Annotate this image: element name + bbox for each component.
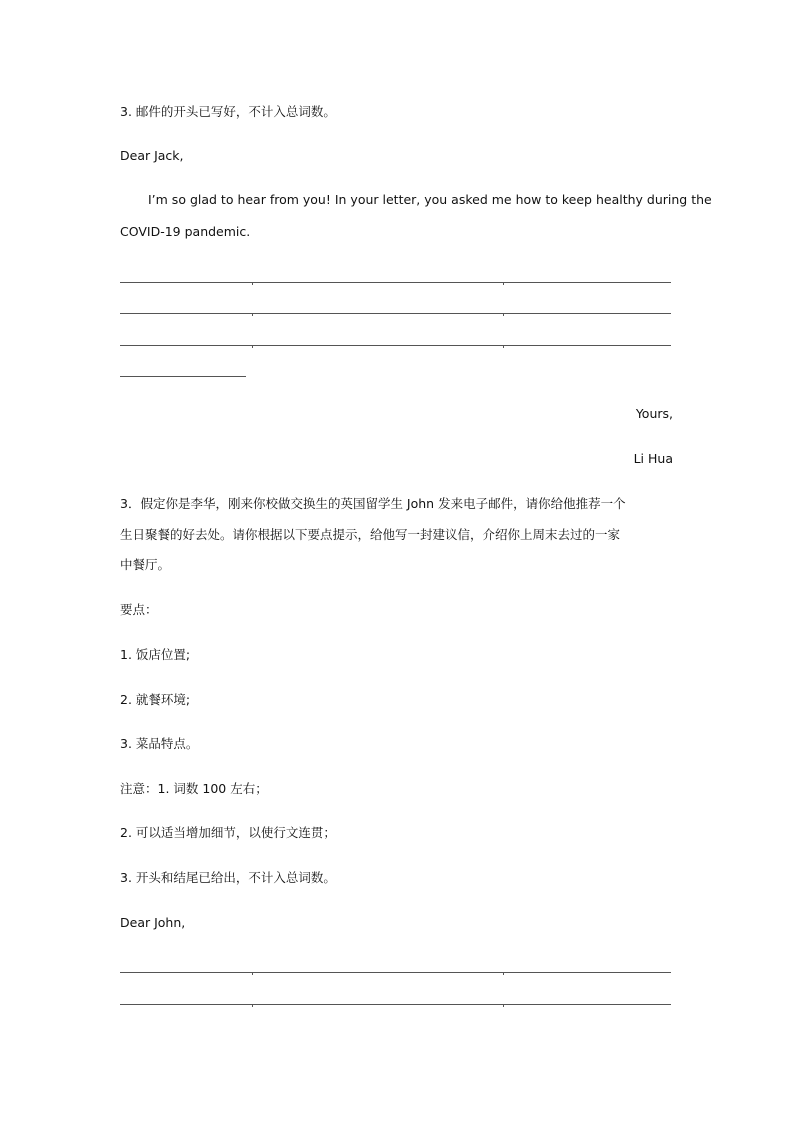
prompt-line-1: 3．假定你是李华，刚来你校做交换生的英国留学生 John 发来电子邮件，请你给他推荐一个 <box>120 496 626 511</box>
answer-line <box>120 282 671 283</box>
answer-line <box>120 1004 671 1005</box>
letter-body-line-2: COVID-19 pandemic. <box>120 224 251 239</box>
letter-signature: Li Hua <box>633 451 673 466</box>
answer-line <box>120 345 671 346</box>
instruction-note-3: 3. 邮件的开头已写好，不计入总词数。 <box>120 104 336 119</box>
points-label: 要点： <box>120 602 158 617</box>
prompt-line-2: 生日聚餐的好去处。请你根据以下要点提示，给他写一封建议信，介绍你上周末去过的一家 <box>120 527 621 542</box>
salutation-john: Dear John, <box>120 915 186 930</box>
answer-line <box>120 972 671 973</box>
answer-line-short <box>120 376 246 377</box>
note-2: 2. 可以适当增加细节，以使行文连贯； <box>120 825 336 840</box>
point-3: 3. 菜品特点。 <box>120 736 199 751</box>
point-1: 1. 饭店位置; <box>120 647 191 662</box>
note-1: 注意：1. 词数 100 左右； <box>120 781 268 796</box>
letter-body-line-1: I’m so glad to hear from you! In your letter, you asked me how to keep healthy during the <box>148 192 712 207</box>
prompt-line-3: 中餐厅。 <box>120 557 171 572</box>
salutation-jack: Dear Jack, <box>120 148 184 163</box>
letter-closing: Yours, <box>635 406 673 421</box>
point-2: 2. 就餐环境; <box>120 692 191 707</box>
answer-line <box>120 313 671 314</box>
note-3: 3. 开头和结尾已给出，不计入总词数。 <box>120 870 336 885</box>
